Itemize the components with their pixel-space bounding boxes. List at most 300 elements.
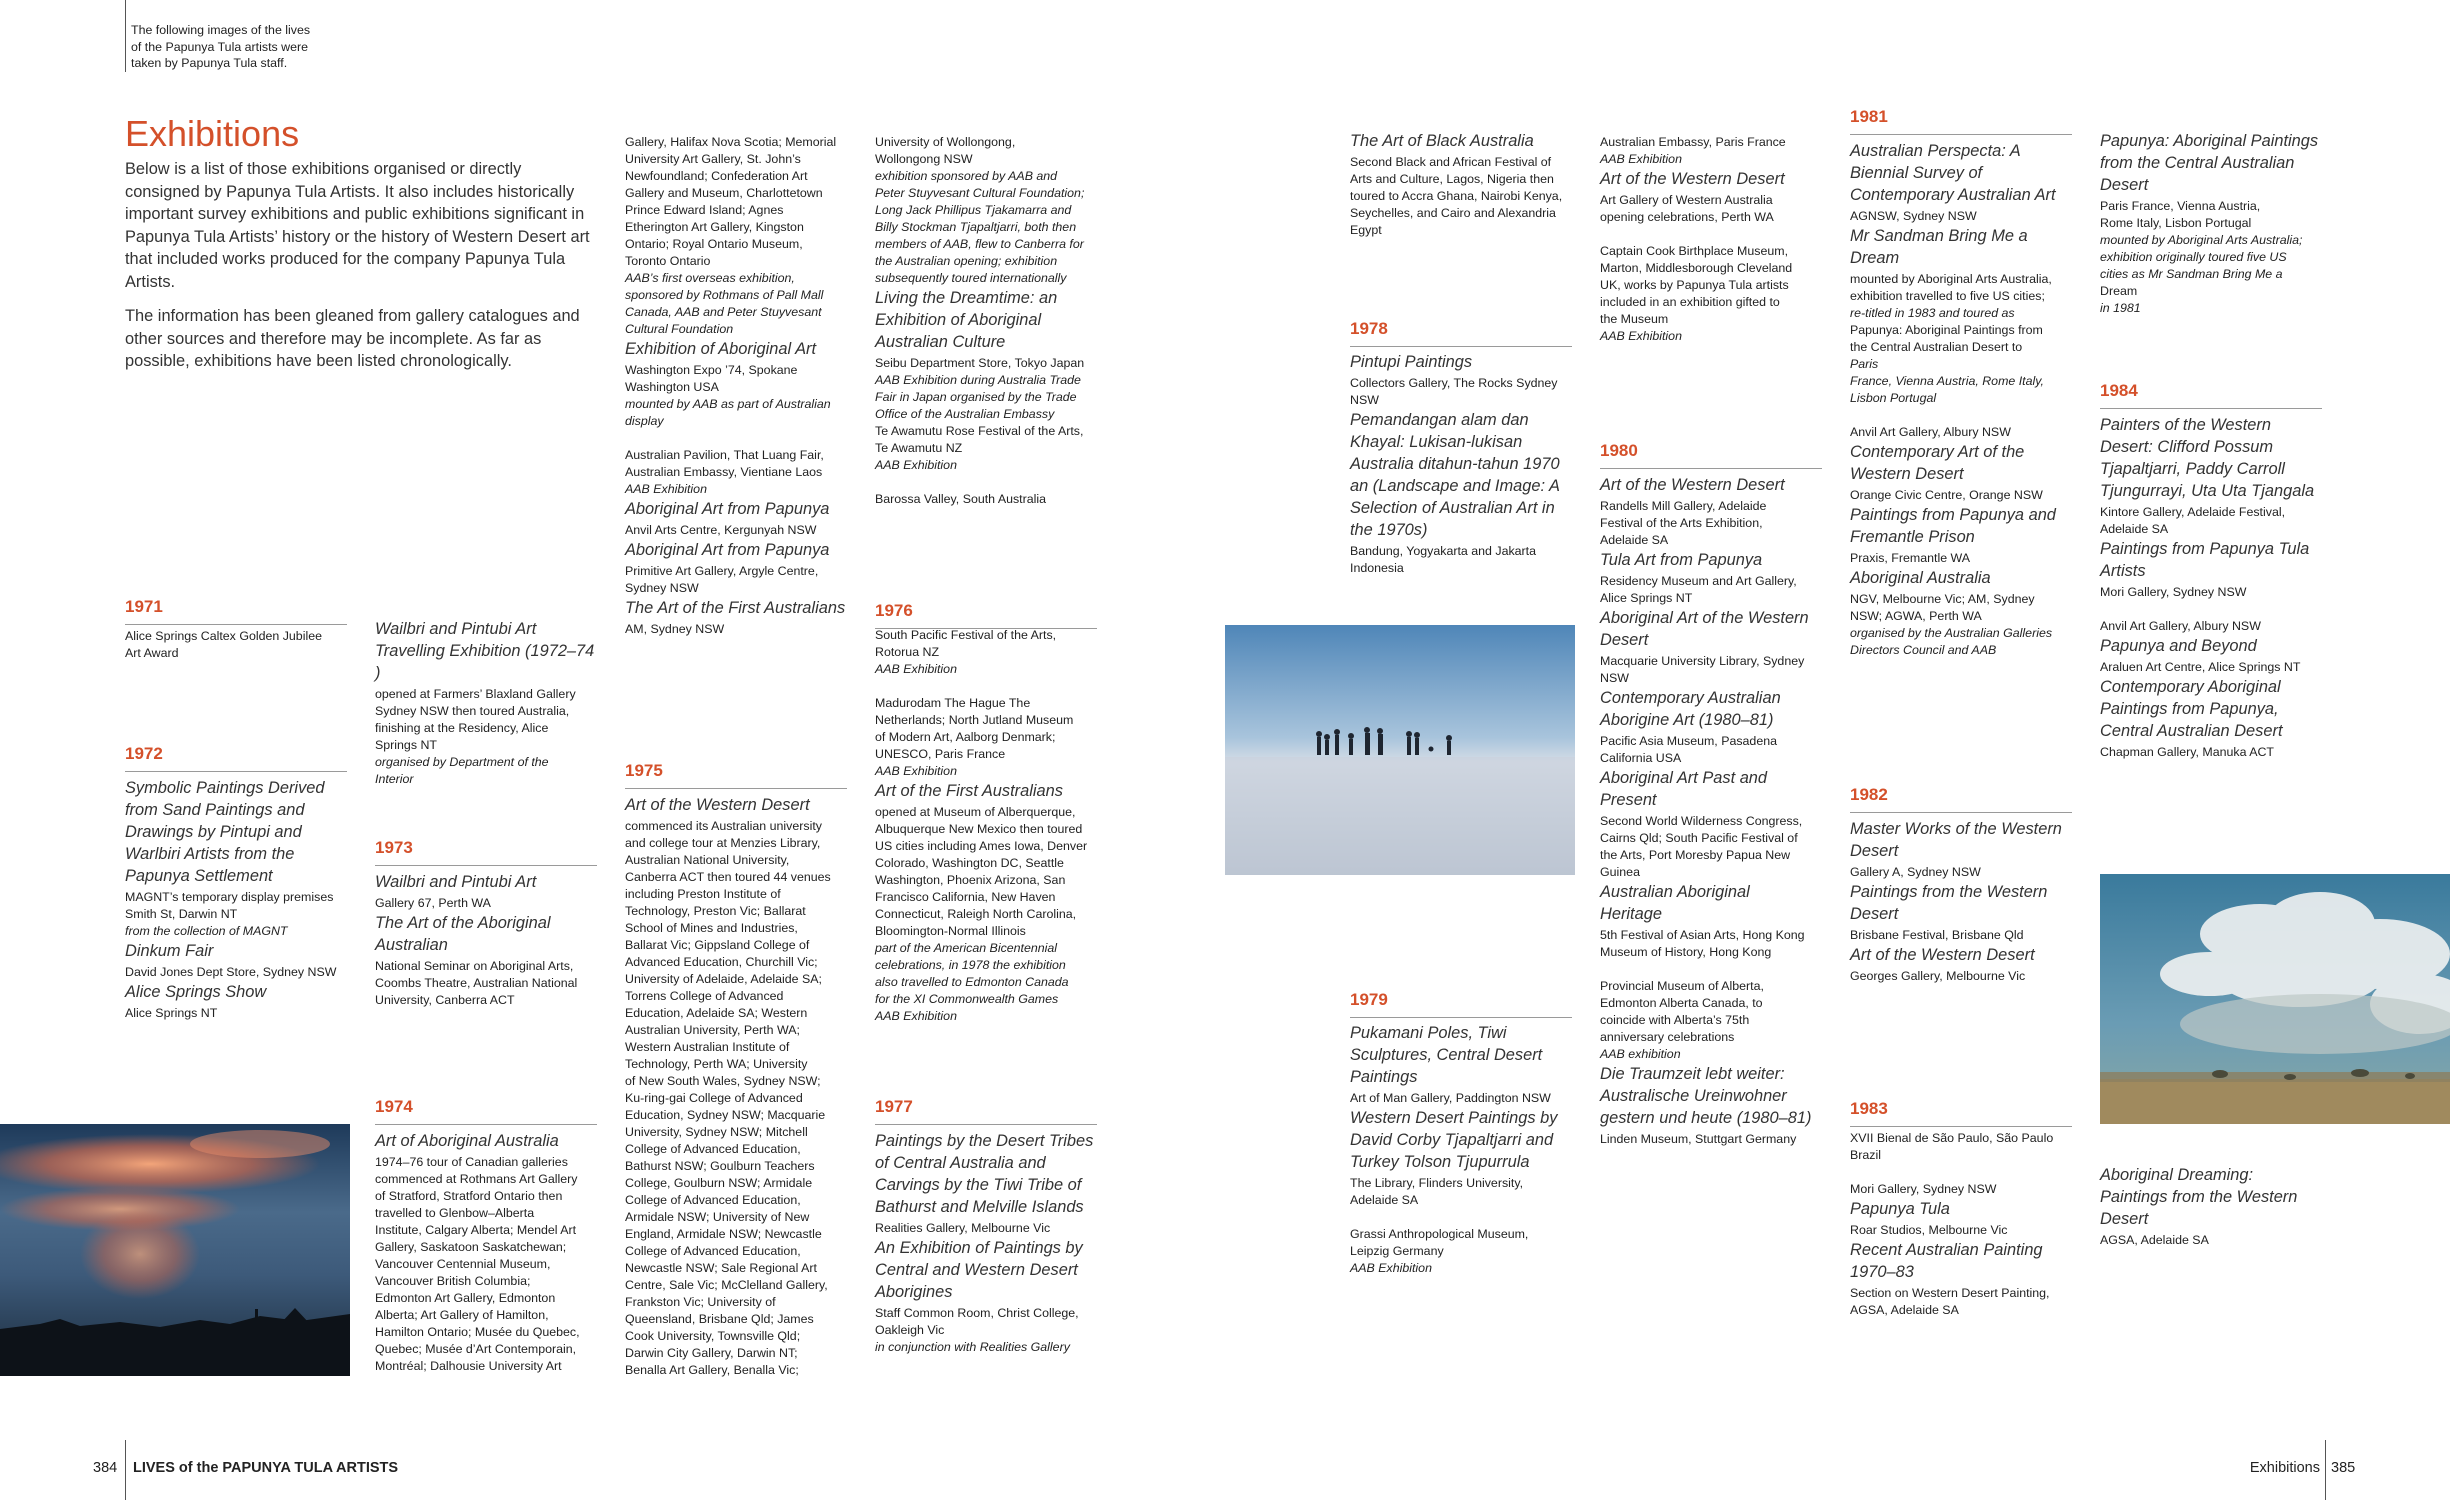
entry-detail: Sydney NSW [625, 581, 699, 595]
entry-detail: Adelaide SA [2100, 522, 2169, 536]
entry-detail: National Seminar on Aboriginal Arts, [375, 959, 574, 973]
exhibition-title-line: Desert [1850, 842, 1899, 860]
entry-detail: Washington, Phoenix Arizona, San [875, 873, 1066, 887]
exhibition-title-line: Tjapaltjarri, Paddy Carroll [2100, 460, 2285, 478]
entry-detail: Vancouver Centennial Museum, [375, 1257, 551, 1271]
exhibition-entry [2100, 130, 2322, 317]
entry-detail: Dream [2100, 284, 2138, 298]
exhibition-entry [1850, 818, 2072, 881]
entry-note: for the XI Commonwealth Games [875, 992, 1059, 1006]
exhibition-title-line: Paintings from Papunya, [2100, 700, 2279, 718]
exhibition-entry [875, 134, 1097, 287]
entry-note: AAB Exhibition [875, 1009, 957, 1023]
exhibition-entry [125, 628, 347, 662]
exhibition-title-line: Drawings by Pintupi and [125, 823, 302, 841]
entry-detail: Western Australian Institute of [625, 1040, 790, 1054]
exhibition-entry [1600, 168, 1822, 345]
exhibition-title-line: Western Desert [1850, 465, 1964, 483]
entry-detail: Education, Sydney NSW; Macquarie [625, 1108, 826, 1122]
exhibition-title-line: Dream [1850, 249, 1900, 267]
exhibition-title-line: Tjungurrayi, Uta Uta Tjangala [2100, 482, 2315, 500]
entry-note: Lisbon Portugal [1850, 391, 1937, 405]
entry-detail: AM, Sydney NSW [625, 622, 725, 636]
exhibition-entry [1350, 1107, 1572, 1277]
entry-detail: 1974–76 tour of Canadian galleries [375, 1155, 568, 1169]
entry-detail: Captain Cook Birthplace Museum, [1600, 244, 1789, 258]
entry-detail: 5th Festival of Asian Arts, Hong Kong [1600, 928, 1805, 942]
exhibition-title-line: Contemporary Art of the [1850, 443, 2025, 461]
entry-detail: Paris France, Vienna Austria, [2100, 199, 2261, 213]
entries-1975 [625, 794, 847, 1379]
exhibition-title-line: Mr Sandman Bring Me a [1850, 227, 2028, 245]
entry-detail: Orange Civic Centre, Orange NSW [1850, 488, 2043, 502]
entry-note: sponsored by Rothmans of Pall Mall [625, 288, 824, 302]
entry-detail: coincide with Alberta’s 75th [1600, 1013, 1750, 1027]
exhibition-title-line: Pemandangan alam dan [1350, 411, 1529, 429]
entry-detail: Te Awamutu NZ [875, 441, 963, 455]
entry-detail: of Stratford, Stratford Ontario then [375, 1189, 563, 1203]
entry-detail: Alice Springs NT [125, 1006, 218, 1020]
exhibition-entry [1850, 567, 2072, 659]
entry-note: AAB exhibition [1600, 1047, 1681, 1061]
entry-detail: Realities Gallery, Melbourne Vic [875, 1221, 1051, 1235]
exhibition-title [1850, 567, 2072, 589]
year-heading: 1975 [625, 760, 847, 789]
running-title-right: Exhibitions [2249, 1460, 2320, 1476]
exhibition-title-line: Contemporary Australian Art [1850, 186, 2056, 204]
exhibition-title-line: David Corby Tjapaltjarri and [1350, 1131, 1554, 1149]
exhibition-entry [625, 134, 847, 338]
exhibition-entry [1600, 474, 1822, 549]
exhibition-entry [1850, 881, 2072, 944]
exhibition-title-line: Paintings [1350, 1068, 1418, 1086]
entry-detail: NSW [1600, 671, 1629, 685]
entry-detail: the Museum [1600, 312, 1669, 326]
exhibition-title-line: Aboriginal Art Past and [1600, 769, 1768, 787]
entry-detail: Washington USA [625, 380, 719, 394]
entry-detail: Art Gallery of Western Australia [1600, 193, 1773, 207]
entry-detail: Quebec; Musée d’Art Contemporain, [375, 1342, 577, 1356]
entries-1984-continued [2100, 1164, 2322, 1249]
entry-detail: Georges Gallery, Melbourne Vic [1850, 969, 2026, 983]
exhibition-title-line: Papunya Tula [1850, 1200, 1950, 1218]
entry-detail: included in an exhibition gifted to [1600, 295, 1780, 309]
entry-detail: mounted by Aboriginal Arts Australia, [1850, 272, 2052, 286]
exhibition-title [375, 871, 597, 893]
entry-detail: Arts and Culture, Lagos, Nigeria then [1350, 172, 1554, 186]
entry-detail: College of Advanced Education, [625, 1142, 801, 1156]
entries-1983 [1850, 1130, 2072, 1319]
entry-detail: Anvil Art Gallery, Albury NSW [1850, 425, 2011, 439]
entry-detail: Francisco California, New Haven [875, 890, 1056, 904]
exhibition-entry [1600, 687, 1822, 767]
intro [125, 158, 597, 373]
entry-detail: Armidale NSW; University of New [625, 1210, 810, 1224]
exhibition-title [1600, 687, 1822, 731]
entry-detail: the Arts, Port Moresby Papua New [1600, 848, 1791, 862]
exhibition-title [875, 287, 1097, 353]
year-heading: 1982 [1850, 784, 2072, 813]
entry-detail: Cook University, Townsville Qld; [625, 1329, 801, 1343]
exhibition-entry [1600, 881, 1822, 1063]
entry-detail: Barossa Valley, South Australia [875, 492, 1047, 506]
entry-note: AAB Exhibition [875, 458, 957, 472]
exhibition-entry [1850, 140, 2072, 225]
exhibition-entry [1850, 944, 2072, 985]
exhibition-title-line: Australian Perspecta: A [1850, 142, 2021, 160]
entry-detail: Egypt [1350, 223, 1382, 237]
entry-detail: Provincial Museum of Alberta, [1600, 979, 1764, 993]
entry-note: AAB Exhibition [1350, 1261, 1432, 1275]
entry-detail: Art Award [125, 646, 179, 660]
entry-detail: Festival of the Arts Exhibition, [1600, 516, 1763, 530]
entry-detail: Alice Springs NT [1600, 591, 1693, 605]
exhibition-title [625, 498, 847, 520]
year-heading: 1974 [375, 1096, 597, 1125]
entry-detail: Hamilton Ontario; Musée du Quebec, [375, 1325, 580, 1339]
exhibition-title [2100, 1164, 2322, 1230]
exhibition-title [1350, 351, 1572, 373]
entries-1981-continued [2100, 130, 2322, 317]
entry-detail: South Pacific Festival of the Arts, [875, 628, 1057, 642]
entry-note: Office of the Australian Embassy [875, 407, 1055, 421]
exhibition-title-line: Sculptures, Central Desert [1350, 1046, 1543, 1064]
entry-note: exhibition originally toured five US [2100, 250, 2287, 264]
exhibition-entry [2100, 538, 2322, 635]
exhibition-entry [875, 627, 1097, 780]
entry-note: re-titled in 1983 and toured as [1850, 306, 2015, 320]
entry-detail: Bandung, Yogyakarta and Jakarta [1350, 544, 1537, 558]
clouds-photo [2100, 874, 2450, 1124]
year-heading: 1984 [2100, 380, 2322, 409]
exhibition-title [1600, 168, 1822, 190]
entry-detail: Australian Embassy, Paris France [1600, 135, 1786, 149]
header-note: The following images of the lives of the Papunya Tula artists were taken by Papunya Tula staff. [131, 23, 311, 70]
exhibition-title [1600, 607, 1822, 651]
entry-detail: Museum of History, Hong Kong [1600, 945, 1772, 959]
intro-paragraph: Below is a list of those exhibitions organised or directly consigned by Papunya Tula Artists. It also includes historically important survey exhibitions and public exhibitions significant in Papunya Tula Artists’ history or the history of Western Desert art that included works produced for the company Papunya Tula Artists. [125, 160, 590, 291]
entry-detail: Randells Mill Gallery, Adelaide [1600, 499, 1767, 513]
exhibition-entry [1600, 607, 1822, 687]
entry-detail: Newfoundland; Confederation Art [625, 169, 808, 183]
exhibition-entry [125, 981, 347, 1022]
entry-detail: Netherlands; North Jutland Museum [875, 713, 1074, 727]
exhibition-entry [625, 498, 847, 539]
entry-detail: Australian Pavilion, That Luang Fair, [625, 448, 824, 462]
entry-detail: Mori Gallery, Sydney NSW [1850, 1182, 1997, 1196]
entry-note: AAB Exhibition [875, 662, 957, 676]
entry-detail: AGSA, Adelaide SA [1850, 1303, 1959, 1317]
exhibition-title-line: an (Landscape and Image: A [1350, 477, 1560, 495]
entries-1973 [375, 871, 597, 1009]
exhibition-title [875, 780, 1097, 802]
exhibition-entry [875, 287, 1097, 508]
entry-note: in 1981 [2100, 301, 2141, 315]
landscape-figures-photo [1225, 625, 1575, 875]
entry-detail: Seibu Department Store, Tokyo Japan [875, 356, 1085, 370]
entry-detail: Primitive Art Gallery, Argyle Centre, [625, 564, 819, 578]
entry-detail: Bathurst NSW; Goulburn Teachers [625, 1159, 815, 1173]
year-heading: 1979 [1350, 989, 1572, 1018]
exhibition-title [1600, 549, 1822, 571]
entry-detail: Adelaide SA [1350, 1193, 1419, 1207]
entry-detail: Macquarie University Library, Sydney [1600, 654, 1805, 668]
year-heading: 1983 [1850, 1098, 2072, 1127]
exhibition-title [1850, 140, 2072, 206]
exhibition-title-line: Desert: Clifford Possum [2100, 438, 2274, 456]
exhibition-title-line: Australia ditahun-tahun 1970 [1350, 455, 1560, 473]
entry-note: also travelled to Edmonton Canada [875, 975, 1069, 989]
entry-note: organised by the Australian Galleries [1850, 626, 2053, 640]
entry-detail: Second World Wilderness Congress, [1600, 814, 1803, 828]
entry-detail: AGNSW, Sydney NSW [1850, 209, 1977, 223]
entry-detail: Frankston Vic; University of [625, 1295, 776, 1309]
exhibition-title-line: Art of the Western Desert [1850, 946, 2035, 964]
entry-detail: University, Sydney NSW; Mitchell [625, 1125, 808, 1139]
entry-detail: of Modern Art, Aalborg Denmark; [875, 730, 1056, 744]
entry-detail: Mori Gallery, Sydney NSW [2100, 585, 2247, 599]
exhibition-title-line: Aboriginal Art from Papunya [625, 541, 830, 559]
entry-note: Directors Council and AAB [1850, 643, 1997, 657]
exhibition-title-line: Paintings from the Western [2100, 1188, 2298, 1206]
entry-detail: Madurodam The Hague The [875, 696, 1031, 710]
entry-detail: Ballarat Vic; Gippsland College of [625, 938, 810, 952]
entry-detail: Oakleigh Vic [875, 1323, 945, 1337]
entry-detail: NSW [1350, 393, 1379, 407]
entry-detail: exhibition travelled to five US cities; [1850, 289, 2045, 303]
exhibition-entry [1600, 1063, 1822, 1148]
exhibition-title [125, 940, 347, 962]
entries-1981 [1850, 140, 2072, 659]
entry-detail: Gallery, Saskatoon Saskatchewan; [375, 1240, 567, 1254]
exhibition-title-line: Carvings by the Tiwi Tribe of [875, 1176, 1082, 1194]
exhibition-title-line: Australian Culture [875, 333, 1006, 351]
entry-detail: Rome Italy, Lisbon Portugal [2100, 216, 2252, 230]
exhibition-title-line: gestern und heute (1980–81) [1600, 1109, 1812, 1127]
exhibition-title-line: Khayal: Lukisan-lukisan [1350, 433, 1523, 451]
exhibition-title [625, 539, 847, 561]
entry-detail: Pacific Asia Museum, Pasadena [1600, 734, 1778, 748]
entry-detail: the Central Australian Desert to [1850, 340, 2023, 354]
entry-note: Cultural Foundation [625, 322, 734, 336]
exhibition-entry [625, 539, 847, 597]
entry-detail: AGSA, Adelaide SA [2100, 1233, 2209, 1247]
plain-image [1225, 625, 1575, 875]
exhibition-title-line: Aboriginal Australia [1850, 569, 1991, 587]
exhibition-title-line: Bathurst and Melville Islands [875, 1198, 1084, 1216]
entry-detail: Washington Expo ’74, Spokane [625, 363, 798, 377]
exhibition-title [2100, 538, 2322, 582]
exhibition-entry [1350, 130, 1572, 239]
entry-detail: Gallery 67, Perth WA [375, 896, 491, 910]
exhibition-title-line: of Central Australia and [875, 1154, 1046, 1172]
exhibition-title [1600, 474, 1822, 496]
entries-1977 [875, 1130, 1097, 1356]
exhibition-title-line: Art of the Western Desert [1600, 476, 1785, 494]
page-number: 384 [93, 1460, 118, 1476]
entry-note: France, Vienna Austria, Rome Italy, [1850, 374, 2044, 388]
entry-detail: Art of Man Gallery, Paddington NSW [1350, 1091, 1551, 1105]
page-number: 385 [2331, 1460, 2356, 1476]
entry-note: Canada, AAB and Peter Stuyvesant [625, 305, 822, 319]
page-title: Exhibitions [125, 113, 300, 154]
entry-detail: Marton, Middlesborough Cleveland [1600, 261, 1793, 275]
exhibition-title-line: Paintings from Papunya and [1850, 506, 2056, 524]
exhibition-entry [125, 777, 347, 940]
exhibition-title [125, 981, 347, 1003]
entry-detail: NSW; AGWA, Perth WA [1850, 609, 1982, 623]
exhibition-title-line: Exhibition of Aboriginal [875, 311, 1042, 329]
exhibition-entry [375, 618, 597, 788]
entries-1977-continued [1350, 130, 1572, 239]
exhibition-title-line: Heritage [1600, 905, 1662, 923]
exhibition-title-line: Art of the Western Desert [625, 796, 810, 814]
entry-detail: Australian National University, [625, 853, 790, 867]
exhibition-title-line: Dinkum Fair [125, 942, 214, 960]
exhibition-title-line: Contemporary Aboriginal [2100, 678, 2281, 696]
exhibition-title-line: Aboriginal Dreaming: [2100, 1166, 2254, 1184]
exhibition-title [1600, 767, 1822, 811]
exhibition-title-line: Symbolic Paintings Derived [125, 779, 325, 797]
entries-1974-continued [625, 134, 847, 638]
exhibition-entry [1850, 504, 2072, 567]
exhibition-title [2100, 414, 2322, 502]
exhibition-title [875, 1237, 1097, 1303]
entry-detail: Araluen Art Centre, Alice Springs NT [2100, 660, 2301, 674]
entry-detail: Montréal; Dalhousie University Art [375, 1359, 562, 1373]
exhibition-title [375, 1130, 597, 1152]
exhibition-title-line: Central Australian Desert [2100, 722, 2283, 740]
entry-detail: Prince Edward Island; Agnes [625, 203, 784, 217]
entry-detail: Papunya: Aboriginal Paintings from [1850, 323, 2043, 337]
entry-detail: Anvil Art Gallery, Albury NSW [2100, 619, 2261, 633]
entry-detail: opened at Farmers’ Blaxland Gallery [375, 687, 576, 701]
entry-detail: Technology, Preston Vic; Ballarat [625, 904, 806, 918]
entry-detail: Connecticut, Raleigh North Carolina, [875, 907, 1077, 921]
exhibition-entry [2100, 635, 2322, 676]
entry-note: Fair in Japan organised by the Trade [875, 390, 1077, 404]
entry-detail: Edmonton Art Gallery, Edmonton [375, 1291, 556, 1305]
entry-note: AAB Exhibition [625, 482, 707, 496]
exhibition-title [1600, 881, 1822, 925]
entry-note: exhibition sponsored by AAB and [875, 169, 1058, 183]
exhibition-title [1850, 881, 2072, 925]
exhibition-title [625, 338, 847, 360]
exhibition-title [375, 618, 597, 684]
exhibition-title-line: Pintupi Paintings [1350, 353, 1473, 371]
exhibition-entry [1850, 1239, 2072, 1319]
sunset-image [0, 1124, 350, 1376]
entry-detail: Wollongong NSW [875, 152, 973, 166]
entry-note: the Australian opening; exhibition [875, 254, 1058, 268]
exhibition-title-line: the 1970s) [1350, 521, 1428, 539]
entry-note: Paris [1850, 357, 1879, 371]
exhibition-title-line: Papunya Settlement [125, 867, 273, 885]
exhibition-title-line: Desert [1850, 905, 1899, 923]
exhibition-title-line: Travelling Exhibition (1972–74 ) [375, 642, 595, 682]
entry-note: AAB’s first overseas exhibition, [625, 271, 795, 285]
entry-detail: Colorado, Washington DC, Seattle [875, 856, 1064, 870]
entry-detail: Education, Adelaide SA; Western [625, 1006, 808, 1020]
exhibition-title-line: Wailbri and Pintubi Art [375, 620, 537, 638]
exhibition-title-line: Contemporary Australian [1600, 689, 1781, 707]
entries-1972 [125, 777, 347, 1022]
entry-detail: School of Mines and Industries, [625, 921, 798, 935]
exhibition-title [1350, 409, 1572, 541]
exhibition-title-line: Artists [2100, 562, 2146, 580]
entry-detail: Section on Western Desert Painting, [1850, 1286, 2050, 1300]
entry-note: from the collection of MAGNT [125, 924, 288, 938]
exhibition-entry [625, 338, 847, 498]
year-heading: 1977 [875, 1096, 1097, 1125]
entry-detail: Linden Museum, Stuttgart Germany [1600, 1132, 1797, 1146]
entry-detail: Staff Common Room, Christ College, [875, 1306, 1079, 1320]
entry-detail: Ontario; Royal Ontario Museum, [625, 237, 803, 251]
entry-detail: Seychelles, and Cairo and Alexandria [1350, 206, 1556, 220]
exhibition-title [625, 794, 847, 816]
entry-detail: University of Wollongong, [875, 135, 1016, 149]
running-title-left: LIVES of the PAPUNYA TULA ARTISTS [133, 1460, 399, 1476]
entry-detail: Gallery A, Sydney NSW [1850, 865, 1981, 879]
entry-note: AAB Exhibition during Australia Trade [875, 373, 1081, 387]
exhibition-title-line: Biennial Survey of [1850, 164, 1983, 182]
exhibition-title [2100, 676, 2322, 742]
entry-note: in conjunction with Realities Gallery [875, 1340, 1070, 1354]
exhibition-entry [875, 1130, 1097, 1237]
exhibition-entry [1350, 1022, 1572, 1107]
exhibition-title-line: Papunya and Beyond [2100, 637, 2257, 655]
exhibition-title-line: Australian Aboriginal [1600, 883, 1750, 901]
entry-detail: Roar Studios, Melbourne Vic [1850, 1223, 2008, 1237]
year-heading: 1971 [125, 596, 347, 625]
entry-detail: Australian Embassy, Vientiane Laos [625, 465, 823, 479]
entry-detail: University, Canberra ACT [375, 993, 515, 1007]
entry-note: AAB Exhibition [1600, 329, 1682, 343]
exhibition-title-line: Desert [1600, 631, 1649, 649]
entry-detail: commenced at Rothmans Art Gallery [375, 1172, 578, 1186]
exhibition-title-line: Selection of Australian Art in [1350, 499, 1555, 517]
exhibition-title-line: from Sand Paintings and [125, 801, 305, 819]
entry-note: display [625, 414, 664, 428]
exhibition-title-line: Exhibition of Aboriginal Art [625, 340, 817, 358]
entry-detail: Canberra ACT then toured 44 venues [625, 870, 831, 884]
exhibition-title-line: Painters of the Western [2100, 416, 2271, 434]
exhibition-entry [2100, 414, 2322, 538]
entry-detail: Ku-ring-gai College of Advanced [625, 1091, 803, 1105]
entry-detail: Gallery, Halifax Nova Scotia; Memorial [625, 135, 837, 149]
entry-note: Peter Stuyvesant Cultural Foundation; [875, 186, 1085, 200]
exhibition-title-line: Turkey Tolson Tjupurrula [1350, 1153, 1530, 1171]
year-heading: 1973 [375, 837, 597, 866]
exhibition-title-line: Tula Art from Papunya [1600, 551, 1763, 569]
exhibition-entry [1850, 1198, 2072, 1239]
entries-1971-continued [375, 618, 597, 788]
entry-detail: Guinea [1600, 865, 1640, 879]
entry-detail: toured to Accra Ghana, Nairobi Kenya, [1350, 189, 1563, 203]
entry-detail: US cities including Ames Iowa, Denver [875, 839, 1088, 853]
entry-detail: David Jones Dept Store, Sydney NSW [125, 965, 337, 979]
exhibition-title-line: Master Works of the Western [1850, 820, 2062, 838]
exhibition-entry [625, 597, 847, 638]
entries-1979 [1350, 1022, 1572, 1277]
exhibition-title [1350, 130, 1572, 152]
entry-detail: Queensland, Brisbane Qld; James [625, 1312, 814, 1326]
entry-detail: Grassi Anthropological Museum, [1350, 1227, 1529, 1241]
entry-detail: Leipzig Germany [1350, 1244, 1444, 1258]
entry-detail: Te Awamutu Rose Festival of the Arts, [875, 424, 1084, 438]
entry-note: celebrations, in 1978 the exhibition [875, 958, 1066, 972]
entry-detail: opened at Museum of Alberquerque, [875, 805, 1076, 819]
